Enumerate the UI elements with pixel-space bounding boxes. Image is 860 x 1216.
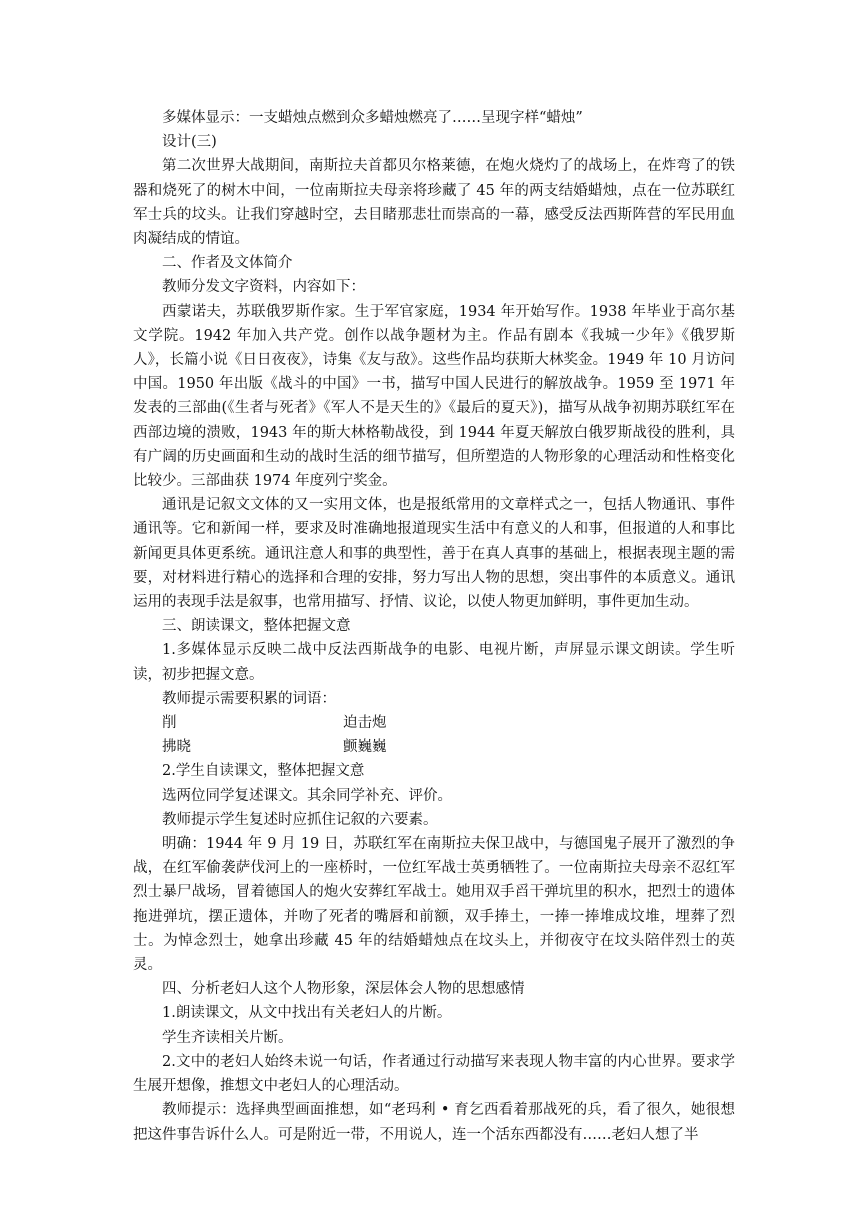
paragraph-find-fragments: 1.朗读课文，从文中找出有关老妇人的片断。	[162, 1005, 452, 1022]
heading-reading-overview: 三、朗读课文，整体把握文意	[162, 618, 351, 635]
vocab-row	[133, 711, 735, 735]
paragraph-multimedia-candles: 多媒体显示：一支蜡烛点燃到众多蜡烛燃亮了……呈现字样“蜡烛”	[162, 110, 583, 126]
section-label-design-3: 设计(三)	[162, 134, 217, 151]
paragraph-simonov-bio: 西蒙诺夫，苏联俄罗斯作家。生于军官家庭，1934 年开始写作。1938 年毕业于高尔基文学院。1942 年加入共产党。创作以战争题材为主。作品有剧本《我城一少年》《俄罗斯人》，长篇小说《日日夜夜》，诗集《友与敌》。这些作品均获斯大林奖金。1949 年 10 月访问中国。1950 年出版《战斗的中国》一书，描写中国人民进行的解放战争。1959 至 1971 年发表的三部曲(《生者与死者》《军人不是天生的》《最后的夏天》)，描写从战争初期苏联红军在西部边境的溃败，1943 年的斯大林格勒战役，到 1944 年夏天解放白俄罗斯战役的胜利，具有广阔的历史画面和生动的战时生活的细节描写，但所塑造的人物形象的心理活动和性格变化比较少。三部曲获 1974 年度列宁奖金。	[133, 303, 735, 490]
paragraph-tongxun-genre: 通讯是记叙文文体的又一实用文体，也是报纸常用的文章样式之一，包括人物通讯、事件通讯等。它和新闻一样，要求及时准确地报道现实生活中有意义的人和事，但报道的人和事比新闻更具体更系统。通讯注意人和事的典型性，善于在真人真事的基础上，根据表现主题的需要，对材料进行精心的选择和合理的安排，努力写出人物的思想，突出事件的本质意义。通讯运用的表现手法是叙事，也常用描写、抒情、议论，以使人物更加鲜明，事件更加生动。	[133, 497, 735, 611]
vocab-word: 迫击炮	[343, 715, 387, 732]
paragraph-imagine-psychology: 2.文中的老妇人始终未说一句话，作者通过行动描写来表现人物丰富的内心世界。要求学生展开想像，推想文中老妇人的心理活动。	[133, 1053, 735, 1095]
paragraph-multimedia-reading: 1.多媒体显示反映二战中反法西斯战争的电影、电视片断，声屏显示课文朗读。学生听读，初步把握文意。	[133, 642, 735, 683]
paragraph-clarification: 明确：1944 年 9 月 19 日，苏联红军在南斯拉夫保卫战中，与德国鬼子展开了激烈的争战，在红军偷袭萨伐河上的一座桥时，一位红军战士英勇牺牲了。一位南斯拉夫母亲不忍红军烈士暴尸战场，冒着德国人的炮火安葬红军战士。她用双手舀干弹坑里的积水，把烈士的遗体拖进弹坑，摆正遗体，并吻了死者的嘴唇和前额，双手捧土，一捧一捧堆成坟堆，埋葬了烈士。为悼念烈士，她拿出珍藏 45 年的结婚蜡烛点在坟头上，并彻夜守在坟头陪伴烈士的英灵。	[133, 836, 735, 974]
paragraph-read-aloud: 学生齐读相关片断。	[162, 1029, 293, 1046]
paragraph-vocab-prompt: 教师提示需要积累的词语：	[162, 690, 336, 707]
paragraph-teacher-hint: 教师提示：选择典型画面推想，如“老玛利 • 育乞西看着那战死的兵，看了很久，她很想把这件事告诉什么人。可是附近一带，不用说人，连一个活东西都没有……老妇人想了半	[133, 1102, 735, 1143]
heading-character-analysis: 四、分析老妇人这个人物形象，深层体会人物的思想感情	[162, 981, 525, 998]
paragraph-intro-wwii: 第二次世界大战期间，南斯拉夫首都贝尔格莱德，在炮火烧灼了的战场上，在炸弯了的铁器和烧死了的树木中间，一位南斯拉夫母亲将珍藏了 45 年的两支结婚蜡烛，点在一位苏联红军士兵的坟头。让我们穿越时空，去目睹那悲壮而崇高的一幕，感受反法西斯阵营的军民用血肉凝结成的情谊。	[133, 158, 735, 248]
paragraph-self-reading: 2.学生自读课文，整体把握文意	[162, 763, 365, 780]
paragraph-six-elements: 教师提示学生复述时应抓住记叙的六要素。	[162, 811, 438, 828]
vocab-word: 颤巍巍	[343, 739, 387, 756]
heading-author-genre: 二、作者及文体简介	[162, 255, 293, 272]
paragraph-retell: 选两位同学复述课文。其余同学补充、评价。	[162, 787, 452, 804]
paragraph-teacher-handout: 教师分发文字资料，内容如下：	[162, 279, 365, 296]
vocab-word: 削	[162, 715, 177, 732]
vocab-row	[133, 735, 735, 759]
document-body	[133, 106, 735, 1147]
vocab-word: 拂晓	[162, 739, 191, 756]
